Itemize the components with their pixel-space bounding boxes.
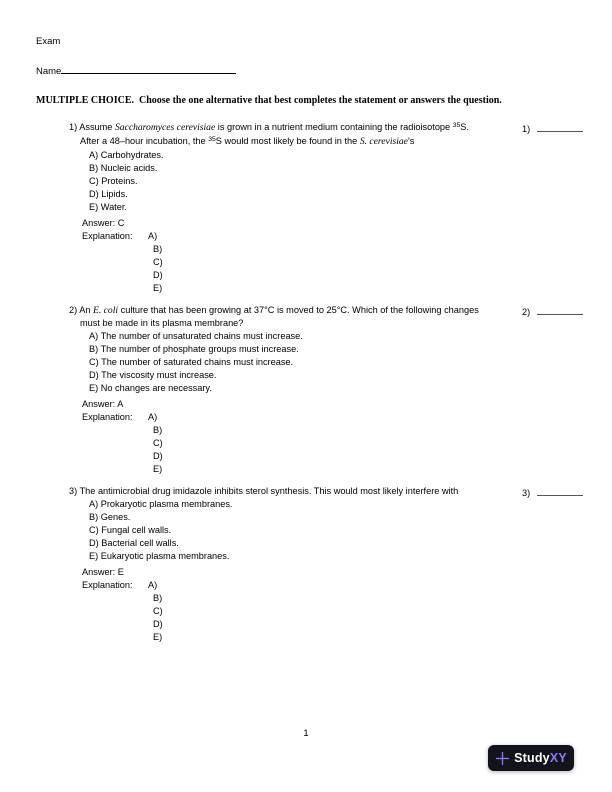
question-number: 3) (69, 486, 78, 496)
explanation-label: Explanation: (82, 231, 133, 241)
page-number: 1 (303, 728, 309, 739)
option-a: A) The number of unsaturated chains must increase. (89, 331, 303, 341)
option-d: D) Bacterial cell walls. (89, 538, 179, 548)
option-a: A) Carbohydrates. (89, 150, 164, 160)
option-e: E) No changes are necessary. (89, 383, 212, 393)
answer-blank-line (537, 304, 583, 315)
answer-blank-number: 1) (522, 124, 531, 134)
isotope-superscript: 35 (452, 122, 461, 129)
questions-list (69, 121, 599, 644)
explanation-letter: E) (153, 464, 163, 474)
explanation-letter: B) (153, 244, 163, 254)
option-b: B) Genes. (89, 512, 131, 522)
explanation-letter: D) (153, 270, 163, 280)
explanation-letter: A) (148, 231, 158, 241)
question-stem-line: 2) An E. coli culture that has been growing at 37°C is moved to 25°C. Which of the following changes (69, 305, 479, 316)
explanation-row (69, 411, 599, 424)
exam-title: Exam (36, 36, 61, 47)
answer-value: A (117, 399, 124, 409)
question-stem-line: After a 48–hour incubation, the $^{35}$S would most likely be found in the S. cerevisiae's (80, 136, 415, 147)
explanation-letter: C) (153, 438, 163, 448)
isotope-superscript: 35 (208, 136, 216, 143)
explanation-letter: A) (148, 412, 158, 422)
answer-label: Answer: (82, 567, 116, 577)
question-number: 1) (69, 122, 78, 132)
explanation-letter: D) (153, 451, 163, 461)
option-b: B) The number of phosphate groups must increase. (89, 344, 299, 354)
option-c: C) Fungal cell walls. (89, 525, 172, 535)
option-d: D) The viscosity must increase. (89, 370, 217, 380)
answer-blank (522, 304, 583, 319)
species-name: Saccharomyces cerevisiae (114, 122, 216, 133)
question-number: 2) (69, 305, 78, 315)
option-d: D) Lipids. (89, 189, 128, 199)
answer-value: C (117, 218, 125, 228)
question-stem-line: 1) Assume Saccharomyces cerevisiae is grown in a nutrient medium containing the radioisotope $^{35}$S. (69, 122, 469, 133)
species-name: E. coli (93, 305, 119, 316)
name-blank-line (61, 63, 236, 74)
answer-row (69, 398, 599, 411)
answer-row (69, 217, 599, 230)
answer-label: Answer: (82, 218, 116, 228)
option-c: C) Proteins. (89, 176, 138, 186)
multiple-choice-instructions: MULTIPLE CHOICE. Choose the one alternative that best completes the statement or answers the question. (36, 95, 502, 106)
explanation-letter: B) (153, 593, 163, 603)
question-2 (69, 304, 599, 476)
question-stem-line: 3) The antimicrobial drug imidazole inhibits sterol synthesis. This would most likely interfere with (69, 486, 459, 496)
species-name: S. cerevisiae (359, 136, 408, 147)
name-label: Name (36, 66, 62, 77)
option-e: E) Eukaryotic plasma membranes. (89, 551, 230, 561)
answer-blank (522, 485, 583, 500)
answer-blank-number: 3) (522, 488, 531, 498)
explanation-letter: D) (153, 619, 163, 629)
explanation-letter: E) (153, 283, 163, 293)
explanation-letter: C) (153, 606, 163, 616)
answer-value: E (117, 567, 124, 577)
answer-blank (522, 121, 583, 136)
question-1 (69, 121, 599, 295)
name-row (36, 63, 236, 77)
logo-xy-text: XY (549, 751, 567, 765)
logo-study-text: Study (514, 751, 550, 765)
explanation-row (69, 230, 599, 243)
answer-label: Answer: (82, 399, 116, 409)
explanation-letter: A) (148, 580, 158, 590)
answer-blank-line (537, 485, 583, 496)
studyxy-logo (488, 745, 574, 771)
explanation-label: Explanation: (82, 412, 133, 422)
answer-row (69, 566, 599, 579)
explanation-letter: C) (153, 257, 163, 267)
question-stem-line: must be made in its plasma membrane? (80, 318, 244, 328)
answer-blank-number: 2) (522, 307, 531, 317)
option-e: E) Water. (89, 202, 127, 212)
explanation-letter: E) (153, 632, 163, 642)
question-3 (69, 485, 599, 644)
option-b: B) Nucleic acids. (89, 163, 158, 173)
option-c: C) The number of saturated chains must increase. (89, 357, 294, 367)
option-a: A) Prokaryotic plasma membranes. (89, 499, 233, 509)
explanation-row (69, 579, 599, 592)
explanation-label: Explanation: (82, 580, 133, 590)
explanation-letter: B) (153, 425, 163, 435)
plus-icon (495, 751, 510, 766)
answer-blank-line (537, 121, 583, 132)
